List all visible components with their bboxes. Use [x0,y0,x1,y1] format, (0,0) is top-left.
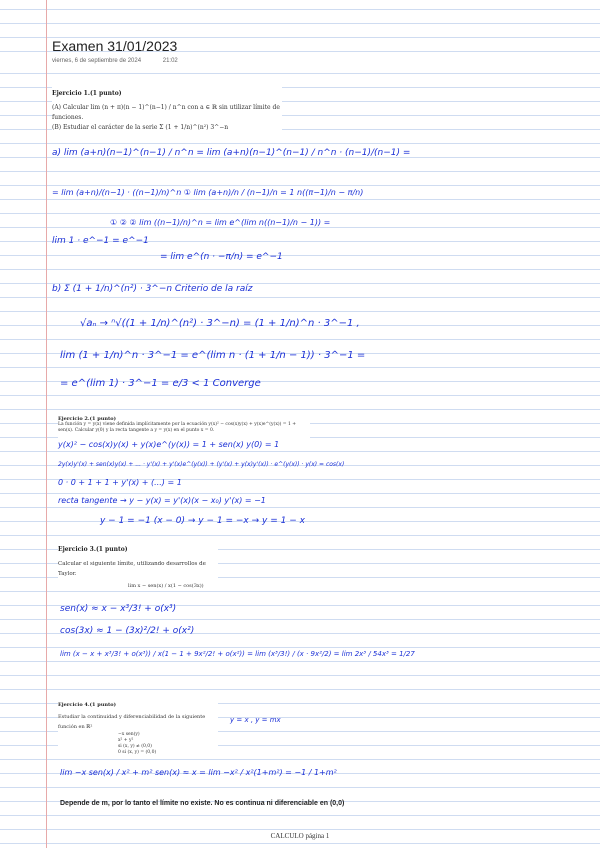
problem-3-title: Ejercicio 3.(1 punto) [58,546,128,553]
hw-a5: = lim e^(n · −π/n) = e^−1 [160,252,283,262]
hw-e1: y = x , y = mx [230,716,281,724]
problem-4-formula [118,732,218,756]
problem-2-box [58,414,310,438]
problem-1-part-a: (A) Calcular lim (n + π)(n − 1)^(n−1) / n^n con a ∈ ℝ sin utilizar límite de funciones. [52,104,280,121]
hw-c1: y(x)² − cos(x)y(x) + y(x)e^(y(x)) = 1 + sen(x) y(0) = 1 [58,440,280,449]
hw-a1: a) lim (a+n)(n−1)^(n−1) / n^n = lim (a+n)(n−1)^(n−1) / n^n · (n−1)/(n−1) = [52,148,411,158]
hw-b2: √aₙ → ⁿ√((1 + 1/n)^(n²) · 3^−n) = (1 + 1/n)^n · 3^−1 , [80,318,360,329]
problem-1-part-b: (B) Estudiar el carácter de la serie Σ (1 + 1/n)^(n²) 3^−n [52,124,229,131]
hw-b4: = e^(lim 1) · 3^−1 = e/3 < 1 Converge [60,378,261,389]
hw-a3: ① ② ② lim ((n−1)/n)^n = lim e^(lim n((n−1)/n − 1)) = [110,218,331,227]
hw-c5: y − 1 = −1 (x − 0) → y − 1 = −x → y = 1 − x [100,516,305,526]
hw-a2: = lim (a+n)/(n−1) · ((n−1)/n)^n ① lim (a+n)/n / (n−1)/n = 1 n((π−1)/n − π/n) [52,188,364,197]
problem-2-title: Ejercicio 2.(1 punto) [58,416,116,422]
hw-d2: cos(3x) ≈ 1 − (3x)²/2! + o(x²) [60,626,195,636]
page-date [52,58,198,64]
margin-line [46,0,47,848]
problem-3-box [58,546,218,588]
problem-1-title: Ejercicio 1.(1 punto) [52,90,122,97]
hw-e2: lim −x sen(x) / x² + m² sen(x) ≈ x = lim −x² / x²(1+m²) = −1 / 1+m² [60,768,337,777]
hw-c3: 0 · 0 + 1 + 1 + y'(x) + (...) = 1 [58,478,182,487]
problem-3-formula: lim x − sen(x) / x(1 − cos(3x)) [128,583,204,589]
hw-d1: sen(x) ≈ x − x³/3! + o(x³) [60,604,177,614]
problem-4-title: Ejercicio 4.(1 punto) [58,702,116,708]
time-text: 21:02 [162,58,178,64]
formula-line-1: −x sen(y) [118,732,140,737]
problem-4-box [58,702,218,755]
hw-b1: b) Σ (1 + 1/n)^(n²) · 3^−n Criterio de la raíz [52,284,253,294]
page-footer: CALCULO página 1 [270,832,330,840]
problem-2-text: La función y = y(x) viene definida implícitamente por la ecuación y(x)² − cos(x)y(x) + y(x)e^(y(x)) = 1 + sen(x). Calcular y(0) y la recta tangente a y = y(x) en el punto x = 0. [58,422,297,433]
hw-d3: lim (x − x + x³/3! + o(x³)) / x(1 − 1 + 9x²/2! + o(x²)) = lim (x³/3!) / (x · 9x²/2) = lim 2x³ / 54x³ = 1/27 [60,650,415,658]
hw-c2: 2y(x)y'(x) + sen(x)y(x) + ... · y'(x) + y'(x)e^(y(x)) + (y'(x) + y(x)y'(x)) · e^(y(x)) · y(x) = cos(x) [58,461,345,468]
problem-4-text: Estudiar la continuidad y diferenciabilidad de la siguiente función en ℝ² [58,714,206,730]
formula-line-2: x² + y² [118,738,134,743]
formula-line-3: si (x, y) ≠ (0,0) [118,744,152,749]
problem-3-text: Calcular el siguiente límite, utilizando desarrollos de Taylor. [58,561,206,577]
problem-1-box [52,86,282,132]
hw-b3: lim (1 + 1/n)^n · 3^−1 = e^(lim n · (1 + 1/n − 1)) · 3^−1 = [60,350,366,361]
conclusion-text: Depende de m, por lo tanto el límite no existe. No es continua ni diferenciable en (0,0) [60,800,345,807]
date-text: viernes, 6 de septiembre de 2024 [52,58,142,64]
hw-c4: recta tangente → y − y(x) = y'(x)(x − x₀) y'(x) = −1 [58,496,266,505]
page-title: Examen 31/01/2023 [52,38,178,54]
hw-a4: lim 1 · e^−1 = e^−1 [52,236,149,246]
formula-line-4: 0 si (x, y) = (0,0) [118,750,157,755]
